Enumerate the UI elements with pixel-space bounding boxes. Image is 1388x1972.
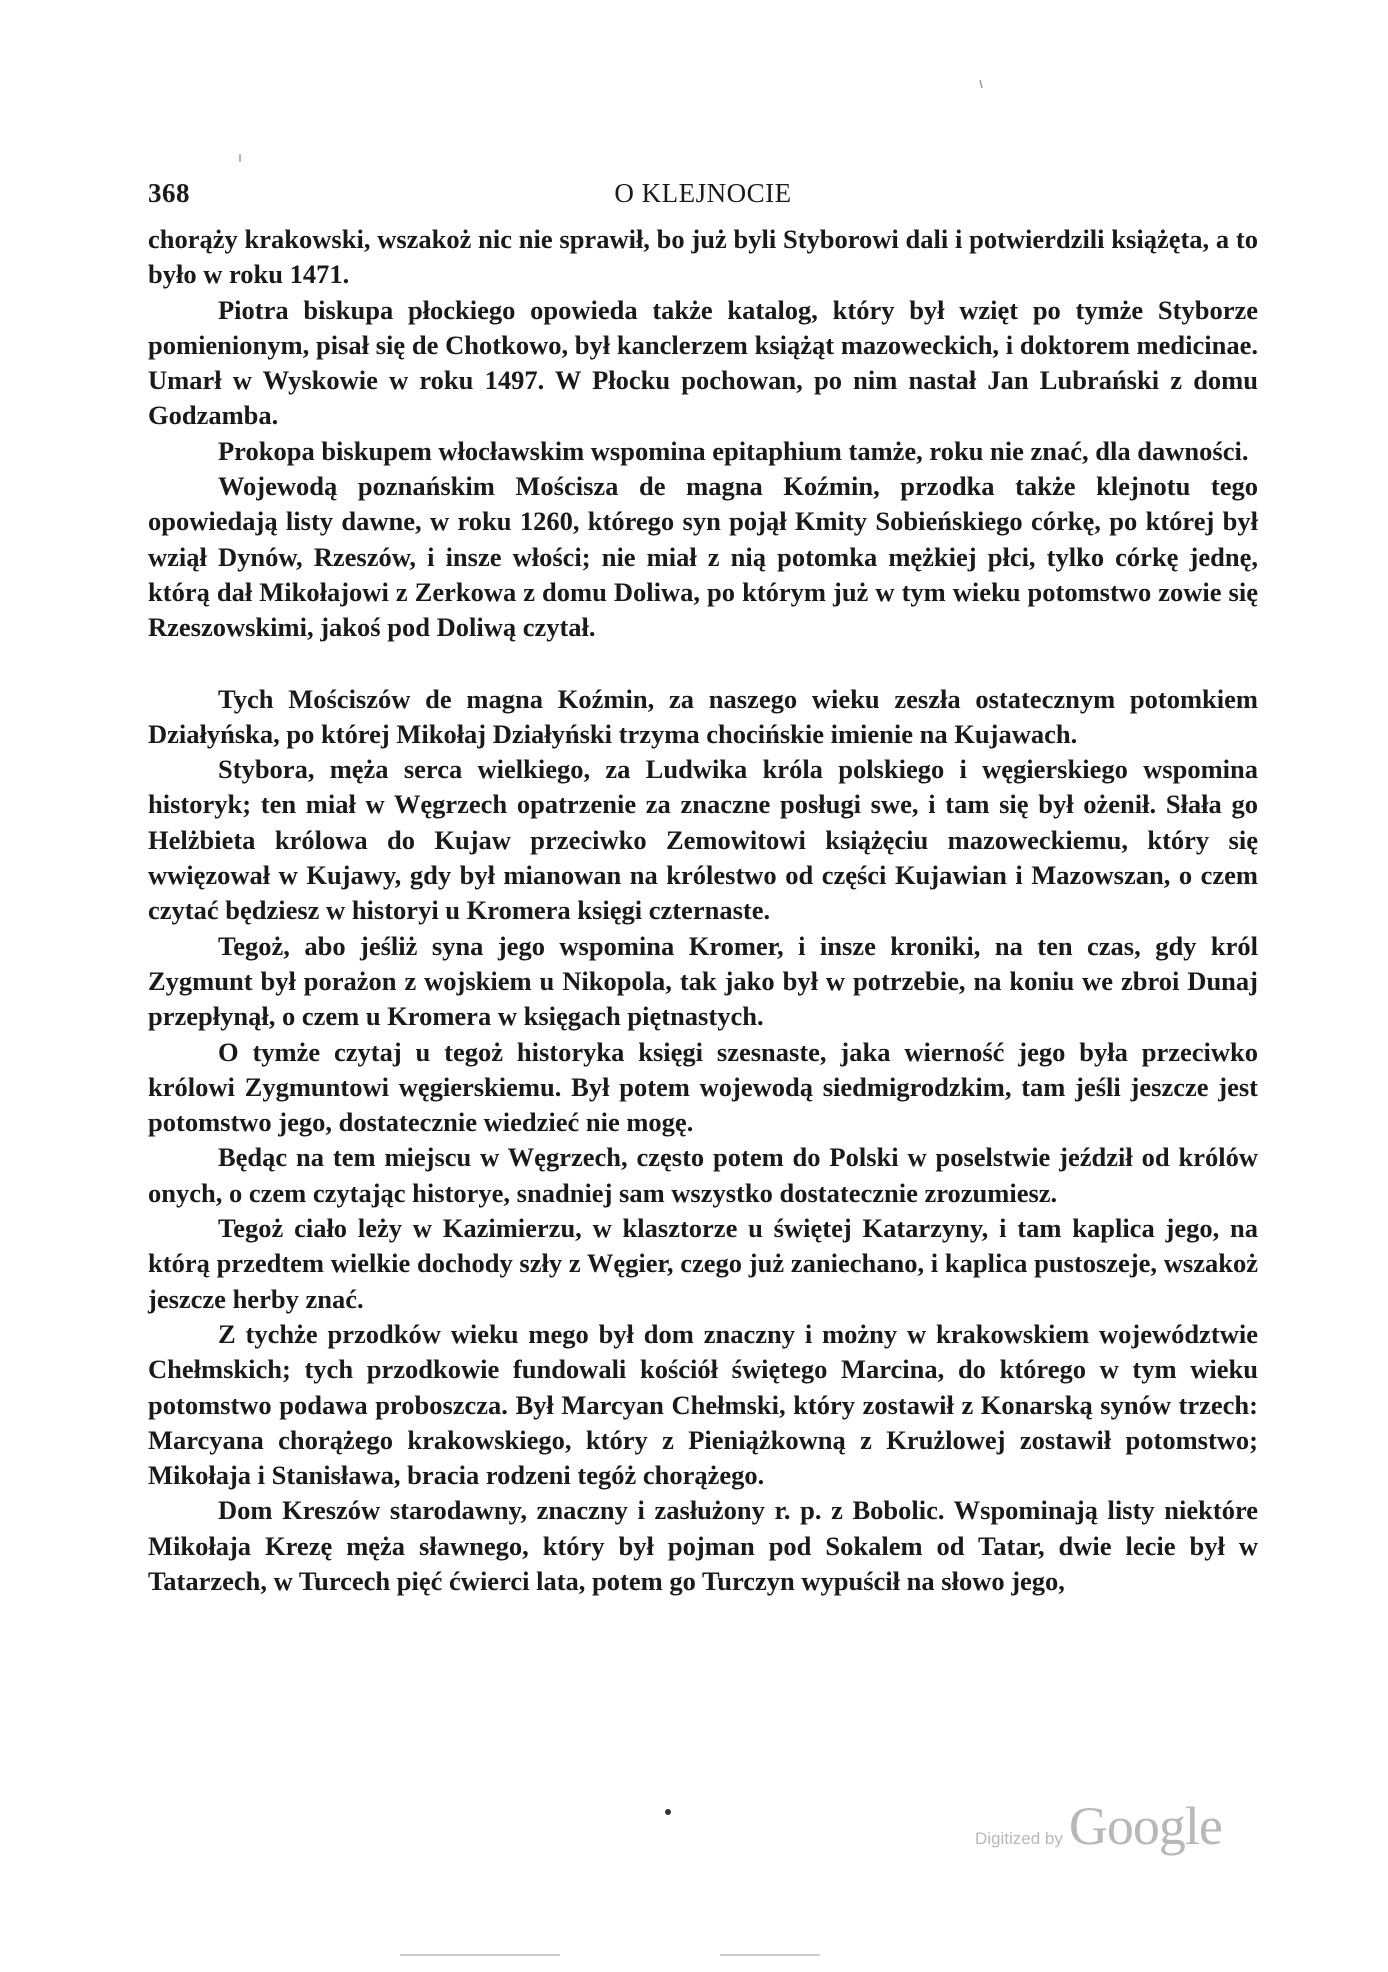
- digitized-by-label: Digitized by: [975, 1829, 1063, 1848]
- scan-speck: [980, 80, 982, 88]
- paragraph: Dom Kreszów starodawny, znaczny i zasłużony r. p. z Bobolic. Wspominają listy niektóre Mikołaja Krezę męża sławnego, który był pojman pod Sokalem od Tatar, dwie lecie był w Tatarzech, w Turcech pięć ćwierci lata, potem go Turczyn wypuścił na słowo jego,: [148, 1495, 1258, 1596]
- page-header: [148, 178, 1258, 222]
- body-text: [148, 222, 1258, 1599]
- section-gap: [148, 646, 1258, 682]
- paragraph: Stybora, męża serca wielkiego, za Ludwika króla polskiego i węgierskiego wspomina historyk; ten miał w Węgrzech opatrzenie za znaczne posługi swe, i tam się był ożenił. Słała go Helżbieta królowa do Kujaw przeciwko Zemowitowi książęciu mazoweckiemu, który się wwięzował w Kujawy, gdy był mianowan na królestwo od części Kujawian i Mazowszan, o czem czytać będziesz w historyi u Kromera księgi czternaste.: [148, 754, 1258, 926]
- paragraph: Tegoż, abo jeśliż syna jego wspomina Kromer, i insze kroniki, na ten czas, gdy król Zygmunt był porażon z wojskiem u Nikopola, tak jako był w potrzebie, na koniu we zbroi Dunaj przepłynął, o czem u Kromera w księgach piętnastych.: [148, 930, 1258, 1032]
- google-digitized-watermark: [975, 1795, 1222, 1857]
- paragraph: Wojewodą poznańskim Mościsza de magna Koźmin, przodka także klejnotu tego opowiedają listy dawne, w roku 1260, którego syn pojął Kmity Sobieńskiego córkę, po której był wziął Dynów, Rzeszów, i insze włości; nie miał z nią potomka mężkiej płci, tylko córkę jednę, którą dał Mikołajowi z Zerkowa z domu Doliwa, po którym już w tym wieku potomstwo zowie się Rzeszowskimi, jakoś pod Doliwą czytał.: [148, 471, 1258, 643]
- paragraph: Piotra biskupa płockiego opowieda także katalog, który był wzięt po tymże Styborze pomienionym, pisał się de Chotkowo, był kanclerzem książąt mazoweckich, i doktorem medicinae. Umarł w Wyskowie w roku 1497. W Płocku pochowan, po nim nastał Jan Lubrański z domu Godzamba.: [148, 294, 1258, 431]
- book-page: [148, 178, 1258, 1599]
- paragraph: Tych Mościszów de magna Koźmin, za naszego wieku zeszła ostatecznym potomkiem Działyńska, po której Mikołaj Działyński trzyma chocińskie imienie na Kujawach.: [148, 683, 1258, 749]
- page-number: 368: [148, 178, 190, 208]
- paragraph: Z tychże przodków wieku mego był dom znaczny i możny w krakowskiem województwie Chełmskich; tych przodkowie fundowali kościół świętego Marcina, do którego w tym wieku potomstwo podawa proboszcza. Był Marcyan Chełmski, który zostawił z Konarską synów trzech: Marcyana chorążego krakowskiego, który z Pieniążkowną z Krużlowej zostawił potomstwo; Mikołaja i Stanisława, bracia rodzeni tegóż chorążego.: [148, 1318, 1258, 1491]
- paragraph: O tymże czytaj u tegoż historyka księgi szesnaste, jaka wierność jego była przeciwko królowi Zygmuntowi węgierskiemu. Był potem wojewodą siedmigrodzkim, tam jeśli jeszcze jest potomstwo jego, dostatecznie wiedzieć nie mogę.: [148, 1036, 1258, 1138]
- paragraph: chorąży krakowski, wszakoż nic nie sprawił, bo już byli Styborowi dali i potwierdzili książęta, a to było w roku 1471.: [148, 224, 1258, 290]
- paragraph: Będąc na tem miejscu w Węgrzech, często potem do Polski w poselstwie jeździł od królów onych, o czem czytając historye, snadniej sam wszystko dostatecznie zrozumiesz.: [148, 1142, 1258, 1208]
- running-title: O KLEJNOCIE: [614, 178, 792, 208]
- scan-speck: [665, 1809, 671, 1815]
- paragraph: Prokopa biskupem włocławskim wspomina epitaphium tamże, roku nie znać, dla dawności.: [218, 435, 1249, 466]
- google-logo: Google: [1068, 1796, 1222, 1856]
- paragraph: Tegoż ciało leży w Kazimierzu, w klasztorze u świętej Katarzyny, i tam kaplica jego, na którą przedtem wielkie dochody szły z Węgier, czego już zaniechano, i kaplica pustoszeje, wszakoż jeszcze herby znać.: [148, 1213, 1258, 1314]
